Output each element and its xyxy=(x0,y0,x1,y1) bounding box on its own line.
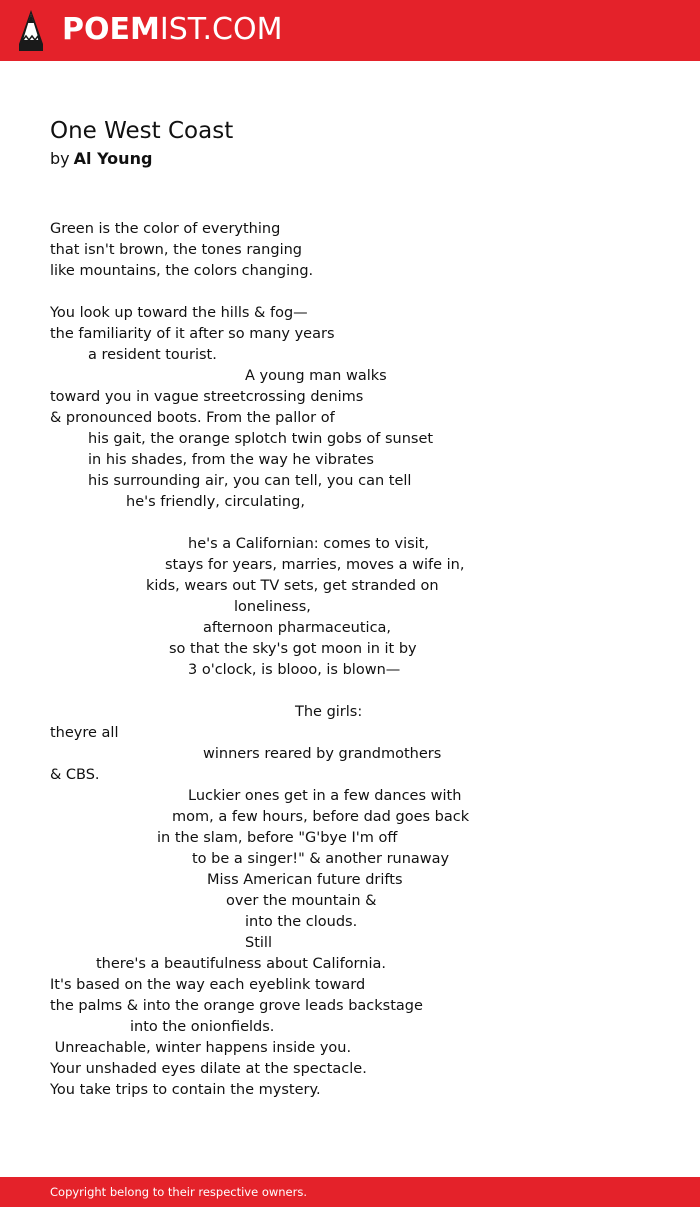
poem-line: a resident tourist. xyxy=(88,347,217,363)
poem-line: toward you in vague streetcrossing denims xyxy=(50,389,364,405)
poem-line: Your unshaded eyes dilate at the spectacle. xyxy=(50,1061,367,1077)
poem-line: You look up toward the hills & fog— xyxy=(50,305,308,321)
poem-line: he's friendly, circulating, xyxy=(126,494,305,510)
poem-line: A young man walks xyxy=(245,368,387,384)
poem-line: mom, a few hours, before dad goes back xyxy=(172,809,470,825)
author-name: Al Young xyxy=(73,149,153,168)
poem-line: winners reared by grandmothers xyxy=(203,746,442,762)
poem-line: Green is the color of everything xyxy=(50,221,281,237)
poem-line: Still xyxy=(245,935,272,951)
poem-line: Miss American future drifts xyxy=(207,872,403,888)
poem-line: & CBS. xyxy=(50,767,100,783)
poem-line: his gait, the orange splotch twin gobs of sunset xyxy=(88,431,434,447)
poem-line: in the slam, before "G'bye I'm off xyxy=(157,830,398,846)
pencil-icon[interactable] xyxy=(18,10,44,51)
logo-light-text: IST.COM xyxy=(159,12,283,47)
poem-line: the palms & into the orange grove leads backstage xyxy=(50,998,423,1014)
copyright-notice: Copyright belong to their respective owners. xyxy=(50,1185,308,1199)
by-label: by xyxy=(50,149,70,168)
poem-line: 3 o'clock, is blooo, is blown— xyxy=(188,662,401,678)
poem-line: there's a beautifulness about California. xyxy=(96,956,386,972)
poem-line: The girls: xyxy=(295,704,363,720)
poem-line: kids, wears out TV sets, get stranded on xyxy=(146,578,439,594)
poem-line: into the clouds. xyxy=(245,914,358,930)
poem-line: afternoon pharmaceutica, xyxy=(203,620,392,636)
poem-line: It's based on the way each eyeblink toward xyxy=(50,977,366,993)
poem-line: the familiarity of it after so many years xyxy=(50,326,335,342)
poem-line: into the onionfields. xyxy=(130,1019,275,1035)
logo-bold-text: POEM xyxy=(62,12,160,47)
poem-line: in his shades, from the way he vibrates xyxy=(88,452,374,468)
byline xyxy=(50,148,152,170)
poem-line: that isn't brown, the tones ranging xyxy=(50,242,302,258)
poem-line: to be a singer!" & another runaway xyxy=(192,851,450,867)
poem-line: so that the sky's got moon in it by xyxy=(169,641,417,657)
site-header xyxy=(0,0,700,61)
poem-line: he's a Californian: comes to visit, xyxy=(188,536,429,552)
poem-line: Luckier ones get in a few dances with xyxy=(188,788,462,804)
poem-line: stays for years, marries, moves a wife in, xyxy=(165,557,465,573)
poem-title: One West Coast xyxy=(50,118,234,144)
poem-line: his surrounding air, you can tell, you can tell xyxy=(88,473,412,489)
site-logo[interactable] xyxy=(62,12,282,48)
poem-line: loneliness, xyxy=(234,599,311,615)
poem-line: Unreachable, winter happens inside you. xyxy=(50,1040,352,1056)
poem-line: like mountains, the colors changing. xyxy=(50,263,314,279)
poem-line: & pronounced boots. From the pallor of xyxy=(50,410,335,426)
site-footer xyxy=(0,1177,700,1207)
poem-line: You take trips to contain the mystery. xyxy=(50,1082,321,1098)
poem-line: theyre all xyxy=(50,725,119,741)
poem-line: over the mountain & xyxy=(226,893,377,909)
